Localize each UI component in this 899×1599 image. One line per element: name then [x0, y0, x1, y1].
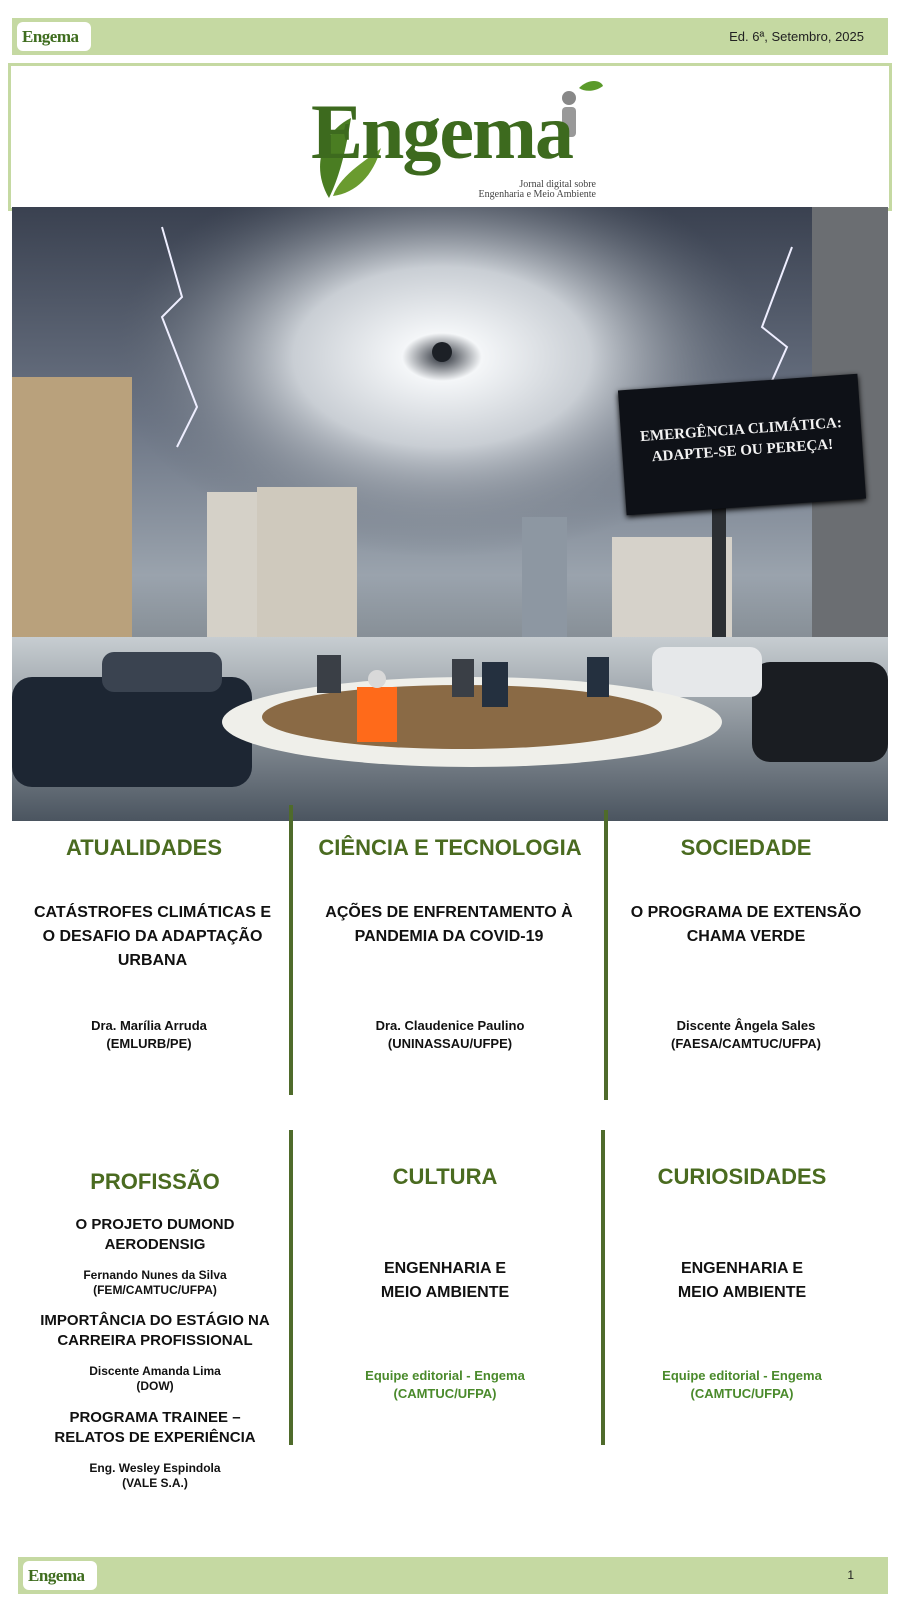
article-title[interactable]: ENGENHARIA E MEIO AMBIENTE [380, 1260, 510, 1301]
article-title[interactable]: IMPORTÂNCIA DO ESTÁGIO NA CARREIRA PROFISSIONAL [40, 1312, 270, 1349]
section-title-atualidades[interactable]: ATUALIDADES [65, 835, 223, 860]
masthead [8, 63, 892, 211]
column-divider [604, 810, 608, 1100]
logo-tagline: Jornal digital sobre Engenharia e Meio Ambiente [478, 179, 596, 200]
article-author: Equipe editorial - Engema (CAMTUC/UFPA) [662, 1368, 822, 1401]
article-title[interactable]: ENGENHARIA E MEIO AMBIENTE [677, 1260, 807, 1301]
edition-label: Ed. 6ª, Setembro, 2025 [729, 29, 864, 44]
header-logo[interactable]: Engema [17, 22, 91, 51]
header-bar [12, 18, 888, 55]
article-title[interactable]: AÇÕES DE ENFRENTAMENTO À PANDEMIA DA COVID-19 [325, 904, 573, 945]
hero-image [12, 207, 888, 821]
column-divider [601, 1130, 605, 1445]
article-title[interactable]: CATÁSTROFES CLIMÁTICAS E O DESAFIO DA ADAPTAÇÃO URBANA [33, 904, 272, 969]
storm-illustration [12, 207, 888, 821]
section-title-curiosidades[interactable]: CURIOSIDADES [657, 1164, 827, 1189]
section-title-sociedade[interactable]: SOCIEDADE [680, 835, 812, 860]
section-title-ciencia[interactable]: CIÊNCIA E TECNOLOGIA [318, 835, 582, 860]
billboard-line-1: EMERGÊNCIA CLIMÁTICA: [639, 415, 843, 446]
footer-logo[interactable]: Engema [23, 1561, 97, 1590]
article-title[interactable]: O PROJETO DUMOND AERODENSIG [75, 1216, 235, 1253]
section-title-profissao[interactable]: PROFISSÃO [90, 1169, 220, 1194]
billboard-line-2: ADAPTE-SE OU PEREÇA! [651, 436, 834, 466]
article-author: Discente Amanda Lima (DOW) [89, 1364, 221, 1393]
article-title[interactable]: O PROGRAMA DE EXTENSÃO CHAMA VERDE [630, 904, 862, 945]
article-author: Dra. Marília Arruda (EMLURB/PE) [91, 1018, 207, 1051]
sections-grid [0, 825, 899, 1545]
logo-wordmark: Engema [311, 88, 572, 175]
page-number: 1 [847, 1568, 854, 1582]
article-author: Dra. Claudenice Paulino (UNINASSAU/UFPE) [375, 1018, 525, 1051]
billboard [618, 374, 866, 515]
article-author: Eng. Wesley Espindola (VALE S.A.) [89, 1461, 221, 1490]
column-divider [289, 805, 293, 1095]
footer-bar [18, 1557, 888, 1594]
section-title-cultura[interactable]: CULTURA [392, 1164, 498, 1189]
engema-logo [311, 78, 611, 206]
article-author: Fernando Nunes da Silva (FEM/CAMTUC/UFPA) [83, 1268, 227, 1297]
article-author: Equipe editorial - Engema (CAMTUC/UFPA) [365, 1368, 525, 1401]
article-author: Discente Ângela Sales (FAESA/CAMTUC/UFPA) [671, 1018, 821, 1051]
article-title[interactable]: PROGRAMA TRAINEE – RELATOS DE EXPERIÊNCIA [54, 1409, 256, 1446]
